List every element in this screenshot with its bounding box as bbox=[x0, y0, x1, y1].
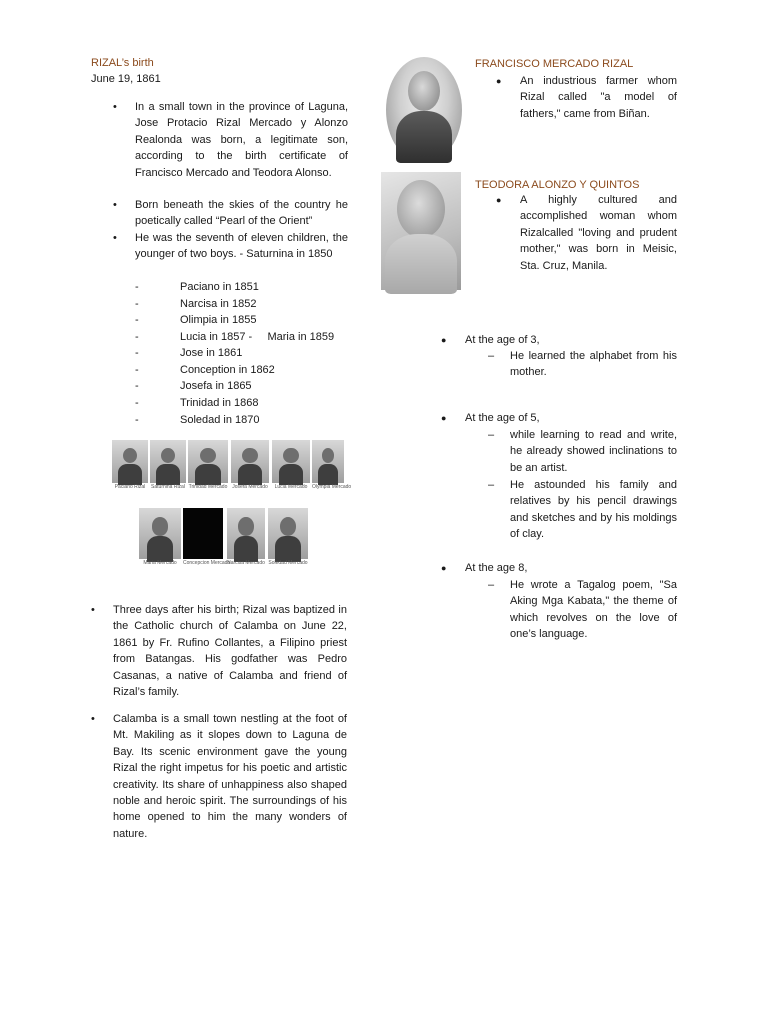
dot-symbol: ● bbox=[441, 335, 447, 345]
section-title: RIZAL’s birth bbox=[91, 57, 154, 69]
birth-paragraph: In a small town in the province of Laguna, Jose Protacio Rizal Mercado y Alonzo Realonda was born, a legitimate son, according to the birth certificate of Francisco Mercado and Teodora Alonso. bbox=[135, 101, 348, 179]
dot-symbol: ● bbox=[441, 413, 447, 423]
list-item: - Trinidad in 1868 bbox=[135, 397, 259, 409]
sibling-photo: Maria Mercado bbox=[139, 508, 181, 568]
sibling-photo: Soledad Mercado bbox=[268, 508, 308, 568]
list-item: - Paciano in 1851 bbox=[135, 281, 259, 293]
sibling-photo: Paciano Rizal bbox=[112, 440, 148, 492]
age-3-detail: He learned the alphabet from his mother. bbox=[510, 350, 677, 379]
age-8-detail: He wrote a Tagalog poem, "Sa Aking Mga Kabata," the theme of which revolves on the love of one’s language. bbox=[510, 579, 677, 641]
bullet-symbol: • bbox=[91, 604, 95, 616]
bullet-symbol: • bbox=[113, 232, 117, 244]
sibling-photo: Narcisa Mercado bbox=[227, 508, 265, 568]
age-5-detail: He astounded his family and relatives by his pencil drawings and sketches and by his moldings of clay. bbox=[510, 479, 677, 541]
age-8-label: At the age 8, bbox=[465, 562, 528, 574]
age-3-label: At the age of 3, bbox=[465, 334, 540, 346]
sibling-photo: Saturnina Rizal bbox=[150, 440, 186, 492]
mother-description: A highly cultured and accomplished woman whom Rizalcalled "loving and prudent mother," was born in Meisic, Sta. Cruz, Manila. bbox=[520, 194, 677, 272]
dot-symbol: ● bbox=[496, 76, 502, 86]
sibling-photo: Josefa Mercado bbox=[231, 440, 269, 492]
list-item: - Soledad in 1870 bbox=[135, 414, 260, 426]
dash-symbol: – bbox=[488, 350, 495, 362]
father-heading: FRANCISCO MERCADO RIZAL bbox=[475, 58, 634, 70]
dot-symbol: ● bbox=[496, 195, 502, 205]
dash-symbol: – bbox=[488, 479, 495, 491]
dash-symbol: – bbox=[488, 579, 495, 591]
bullet-symbol: • bbox=[113, 101, 117, 113]
dot-symbol: ● bbox=[441, 563, 447, 573]
bullet-symbol: • bbox=[91, 713, 95, 725]
list-item: - Lucia in 1857 - Maria in 1859 bbox=[135, 331, 335, 343]
mother-portrait bbox=[381, 172, 461, 290]
age-5-detail: while learning to read and write, he already showed inclinations to be an artist. bbox=[510, 429, 677, 474]
sibling-photo: Trinidad Mercado bbox=[188, 440, 228, 492]
father-portrait bbox=[386, 57, 462, 163]
birth-date: June 19, 1861 bbox=[91, 73, 161, 85]
list-item: - Jose in 1861 bbox=[135, 347, 243, 359]
bullet-symbol: • bbox=[113, 199, 117, 211]
sibling-photo: Concepcion Mercado bbox=[183, 508, 223, 568]
mother-heading: TEODORA ALONZO Y QUINTOS bbox=[475, 179, 640, 191]
dash-symbol: – bbox=[488, 429, 495, 441]
sibling-photo: Lucia Mercado bbox=[272, 440, 310, 492]
sibling-photo: Olympia Mercado bbox=[312, 440, 344, 492]
list-item: - Conception in 1862 bbox=[135, 364, 275, 376]
list-item: - Josefa in 1865 bbox=[135, 380, 252, 392]
age-5-label: At the age of 5, bbox=[465, 412, 540, 424]
list-item: - Olimpia in 1855 bbox=[135, 314, 257, 326]
siblings-paragraph: He was the seventh of eleven children, the younger of two boys. - Saturnina in 1850 bbox=[135, 232, 348, 261]
pearl-paragraph: Born beneath the skies of the country he poetically called “Pearl of the Orient” bbox=[135, 199, 348, 228]
list-item: - Narcisa in 1852 bbox=[135, 298, 257, 310]
father-description: An industrious farmer whom Rizal called "a model of fathers," came from Biñan. bbox=[520, 75, 677, 120]
calamba-paragraph: Calamba is a small town nestling at the foot of Mt. Makiling as it slopes down to Laguna de Bay. Its scenic environment gave the young Rizal the right impetus for his poetic and artistic creativity. Its share of unhappiness also shaped noble and heroic spirit. The surroundings of his home opened to him the many wonders of nature. bbox=[113, 713, 347, 840]
baptism-paragraph: Three days after his birth; Rizal was baptized in the Catholic church of Calamba on June 22, 1861 by Fr. Rufino Collantes, a Filipino priest from Batangas. His godfather was Pedro Casanas, a native of Calamba and friend of Rizal’s family. bbox=[113, 604, 347, 699]
